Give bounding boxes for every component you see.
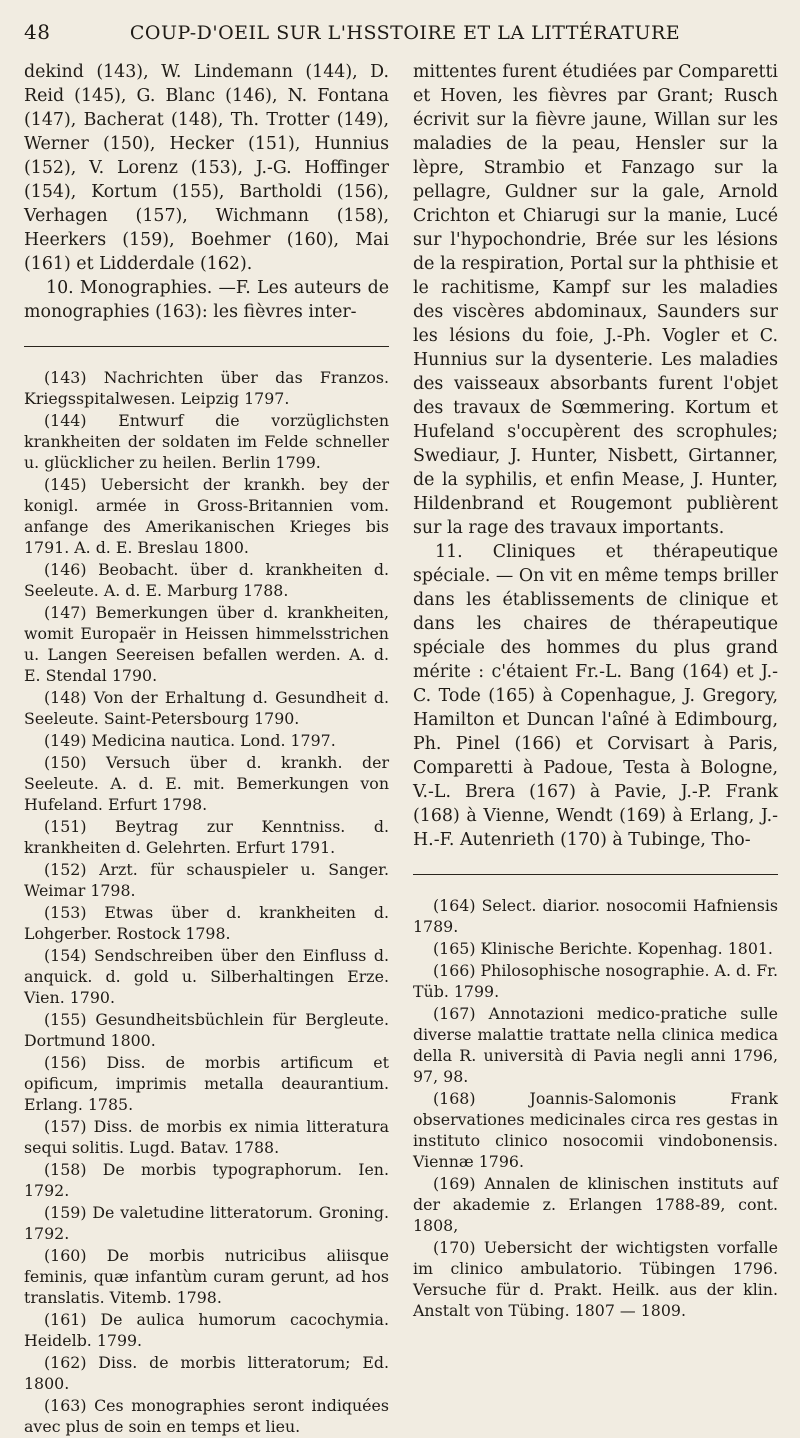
footnote-144: (144) Entwurf die vorzüglichsten krankheiten der soldaten im Felde schneller u. glücklicher zu heilen. Berlin 1799. [24, 411, 389, 472]
footnote-157: (157) Diss. de morbis ex nimia litteratura sequi solitis. Lugd. Batav. 1788. [24, 1117, 389, 1157]
footnote-153: (153) Etwas über d. krankheiten d. Lohgerber. Rostock 1798. [24, 903, 389, 943]
footnote-169: (169) Annalen de klinischen instituts auf der akademie z. Erlangen 1788-89, cont. 1808, [413, 1174, 778, 1235]
left-footnotes [24, 367, 389, 1437]
footnote-rule-right [413, 874, 778, 875]
right-body-paragraph-2: 11. Cliniques et thérapeutique spéciale. — On vit en même temps briller dans les établissements de clinique et dans les chaires de thérapeutique spéciale des hommes du plus grand mérite : c'étaient Fr.-L. Bang (164) et J.-C. Tode (165) à Copenhague, J. Gregory, Hamilton et Duncan l'aîné à Edimbourg, Ph. Pinel (166) et Corvisart à Paris, Comparetti à Padoue, Testa à Bologne, V.-L. Brera (167) à Pavie, J.-P. Frank (168) à Vienne, Wendt (169) à Erlang, J.-H.-F. Autenrieth (170) à Tubinge, Tho- [413, 542, 778, 850]
two-column-layout [24, 60, 778, 1438]
footnote-156: (156) Diss. de morbis artificum et opificum, imprimis metalla deaurantium. Erlang. 1785. [24, 1053, 389, 1114]
footnote-158: (158) De morbis typographorum. Ien. 1792. [24, 1160, 389, 1200]
footnote-161: (161) De aulica humorum cacochymia. Heidelb. 1799. [24, 1310, 389, 1350]
footnote-152: (152) Arzt. für schauspieler u. Sanger. Weimar 1798. [24, 860, 389, 900]
page-number: 48 [24, 20, 51, 44]
footnote-150: (150) Versuch über d. krankh. der Seeleute. A. d. E. mit. Bemerkungen von Hufeland. Erfurt 1798. [24, 753, 389, 814]
footnote-149: (149) Medicina nautica. Lond. 1797. [44, 731, 336, 750]
footnote-155: (155) Gesundheitsbüchlein für Bergleute. Dortmund 1800. [24, 1010, 389, 1050]
footnote-143: (143) Nachrichten über das Franzos. Kriegsspitalwesen. Leipzig 1797. [24, 368, 389, 408]
footnote-147: (147) Bemerkungen über d. krankheiten, womit Europaër in Heissen himmelsstrichen u. Langen Seereisen befallen werden. A. d. E. Stendal 1790. [24, 603, 389, 685]
footnote-164: (164) Select. diarior. nosocomii Hafniensis 1789. [413, 896, 778, 936]
footnote-162: (162) Diss. de morbis litteratorum; Ed. 1800. [24, 1353, 389, 1393]
left-body-paragraph-1: dekind (143), W. Lindemann (144), D. Reid (145), G. Blanc (146), N. Fontana (147), Bacherat (148), Th. Trotter (149), Werner (150), Hecker (151), Hunnius (152), V. Lorenz (153), J.-G. Hoffinger (154), Kortum (155), Bartholdi (156), Verhagen (157), Wichmann (158), Heerkers (159), Boehmer (160), Mai (161) et Lidderdale (162). [24, 62, 389, 274]
footnote-rule-left [24, 346, 389, 347]
footnote-170: (170) Uebersicht der wichtigsten vorfalle im clinico ambulatorio. Tübingen 1796. Versuche für d. Prakt. Heilk. aus der klin. Anstalt von Tübing. 1807 — 1809. [413, 1238, 778, 1320]
footnote-148: (148) Von der Erhaltung d. Gesundheit d. Seeleute. Saint-Petersbourg 1790. [24, 688, 389, 728]
footnote-146: (146) Beobacht. über d. krankheiten d. Seeleute. A. d. E. Marburg 1788. [24, 560, 389, 600]
right-body-text [413, 60, 778, 852]
right-column [413, 60, 778, 1438]
left-body-text [24, 60, 389, 324]
footnote-167: (167) Annotazioni medico-pratiche sulle diverse malattie trattate nella clinica medica della R. università di Pavia negli anni 1796, 97, 98. [413, 1004, 778, 1086]
running-title: COUP-D'OEIL SUR L'HSSTOIRE ET LA LITTÉRATURE [129, 22, 681, 44]
footnote-168: (168) Joannis-Salomonis Frank observationes medicinales circa res gestas in instituto clinico nosocomii vindobonensis. Viennæ 1796. [413, 1089, 778, 1171]
right-body-paragraph-1: mittentes furent étudiées par Comparetti et Hoven, les fièvres par Grant; Rusch écrivit sur la fièvre jaune, Willan sur les maladies de la peau, Hensler sur la lèpre, Strambio et Fanzago sur la pellagre, Guldner sur la gale, Arnold Crichton et Chiarugi sur la manie, Lucé sur l'hypochondrie, Brée sur les lésions de la respiration, Portal sur la phthisie et le rachitisme, Kampf sur les maladies des viscères abdominaux, Saunders sur les lésions du foie, J.-Ph. Vogler et C. Hunnius sur la dysenterie. Les maladies des vaisseaux absorbants furent l'objet des travaux de Sœmmering. Kortum et Hufeland s'occupèrent des scrophules; Swediaur, J. Hunter, Nisbett, Girtanner, de la syphilis, et enfin Mease, J. Hunter, Hildenbrand et Rougemont publièrent sur la rage des travaux importants. [413, 62, 778, 538]
right-footnotes [413, 895, 778, 1321]
footnote-151: (151) Beytrag zur Kenntniss. d. krankheiten d. Gelehrten. Erfurt 1791. [24, 817, 389, 857]
footnote-154: (154) Sendschreiben über den Einfluss d. anquick. d. gold u. Silberhaltingen Erze. Vien. 1790. [24, 946, 389, 1007]
footnote-159: (159) De valetudine litteratorum. Groning. 1792. [24, 1203, 389, 1243]
footnote-166: (166) Philosophische nosographie. A. d. Fr. Tüb. 1799. [413, 961, 778, 1001]
left-column [24, 60, 389, 1438]
footnote-160: (160) De morbis nutricibus aliisque feminis, quæ infantùm curam gerunt, ad hos translatis. Vitemb. 1798. [24, 1246, 389, 1307]
footnote-165: (165) Klinische Berichte. Kopenhag. 1801. [433, 939, 773, 958]
footnote-163: (163) Ces monographies seront indiquées avec plus de soin en temps et lieu. [24, 1396, 389, 1436]
left-body-paragraph-2: 10. Monographies. —F. Les auteurs de monographies (163): les fièvres inter- [24, 278, 389, 322]
running-header [24, 20, 778, 54]
footnote-145: (145) Uebersicht der krankh. bey der konigl. armée in Gross-Britannien vom. anfange des Amerikanischen Krieges bis 1791. A. d. E. Breslau 1800. [24, 475, 389, 557]
